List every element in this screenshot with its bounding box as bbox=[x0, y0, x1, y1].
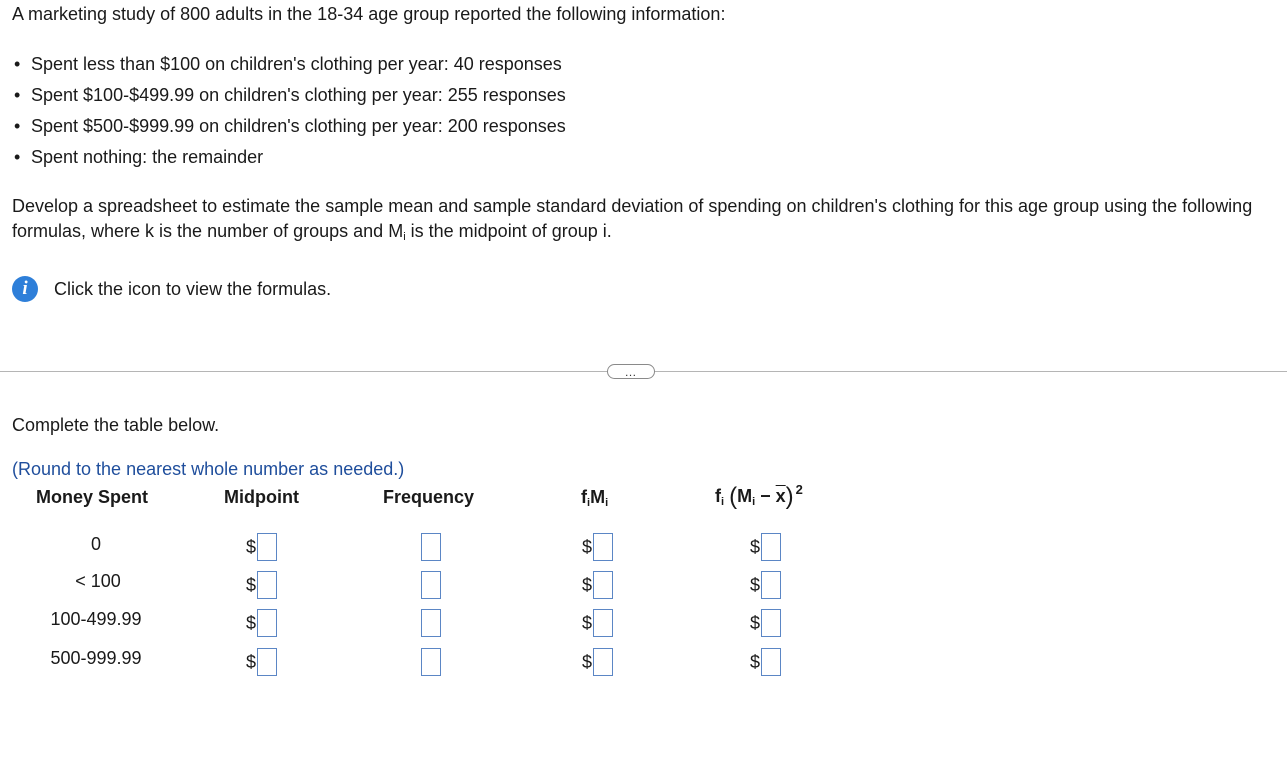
midpoint-input[interactable] bbox=[257, 533, 277, 561]
squared-deviation-input[interactable] bbox=[761, 609, 781, 637]
fi-mi-input[interactable] bbox=[593, 648, 613, 676]
info-icon[interactable]: i bbox=[12, 276, 38, 302]
instructions-text: Develop a spreadsheet to estimate the sample mean and sample standard deviation of spending on children's clothing for this age group using the following formulas, where k is the number of groups and $M_i$ is the midpoint of group i. bbox=[12, 196, 1253, 243]
list-item: • Spent $500-$999.99 on children's clothing per year: 200 responses bbox=[14, 116, 566, 136]
header-fi-mi: $f_iM_i$ bbox=[581, 487, 609, 509]
frequency-input[interactable] bbox=[421, 648, 441, 676]
fi-mi-field: $ bbox=[582, 571, 613, 599]
money-spent-cell: 100-499.99 bbox=[50, 609, 142, 629]
squared-deviation-field: $ bbox=[750, 533, 781, 561]
frequency-field bbox=[421, 609, 441, 637]
squared-deviation-field: $ bbox=[750, 648, 781, 676]
midpoint-field: $ bbox=[246, 648, 277, 676]
midpoint-field: $ bbox=[246, 533, 277, 561]
frequency-field bbox=[421, 533, 441, 561]
frequency-input[interactable] bbox=[421, 571, 441, 599]
fi-mi-input[interactable] bbox=[593, 533, 613, 561]
list-item: • Spent nothing: the remainder bbox=[14, 147, 264, 167]
complete-prompt: Complete the table below. bbox=[12, 415, 220, 435]
squared-deviation-input[interactable] bbox=[761, 533, 781, 561]
list-item: • Spent $100-$499.99 on children's clothing per year: 255 responses bbox=[14, 85, 566, 105]
fi-mi-field: $ bbox=[582, 609, 613, 637]
fi-mi-input[interactable] bbox=[593, 571, 613, 599]
response-list bbox=[14, 52, 566, 176]
formula-info-row bbox=[12, 276, 331, 302]
info-text: Click the icon to view the formulas. bbox=[54, 278, 332, 299]
midpoint-input[interactable] bbox=[257, 609, 277, 637]
problem-intro: A marketing study of 800 adults in the 18-34 age group reported the following information: bbox=[12, 4, 726, 24]
midpoint-field: $ bbox=[246, 609, 277, 637]
money-spent-cell: 500-999.99 bbox=[50, 648, 142, 668]
header-midpoint: Midpoint bbox=[224, 487, 299, 507]
midpoint-input[interactable] bbox=[257, 648, 277, 676]
fi-mi-field: $ bbox=[582, 533, 613, 561]
frequency-input[interactable] bbox=[421, 533, 441, 561]
squared-deviation-field: $ bbox=[750, 609, 781, 637]
fi-mi-input[interactable] bbox=[593, 609, 613, 637]
money-spent-cell: 0 bbox=[90, 534, 101, 554]
header-money-spent: Money Spent bbox=[36, 487, 149, 507]
midpoint-field: $ bbox=[246, 571, 277, 599]
fi-mi-field: $ bbox=[582, 648, 613, 676]
frequency-field bbox=[421, 648, 441, 676]
frequency-field bbox=[421, 571, 441, 599]
squared-deviation-input[interactable] bbox=[761, 571, 781, 599]
list-item: • Spent less than $100 on children's clothing per year: 40 responses bbox=[14, 54, 562, 74]
squared-deviation-input[interactable] bbox=[761, 648, 781, 676]
header-squared-deviation: $f_i$ $(M_i - \overline{x})$ $^2$ bbox=[715, 482, 803, 510]
squared-deviation-field: $ bbox=[750, 571, 781, 599]
rounding-note: (Round to the nearest whole number as needed.) bbox=[12, 459, 405, 479]
midpoint-input[interactable] bbox=[257, 571, 277, 599]
money-spent-cell: < 100 bbox=[75, 571, 121, 591]
expand-ellipsis-button[interactable]: … bbox=[607, 364, 655, 379]
frequency-input[interactable] bbox=[421, 609, 441, 637]
header-frequency: Frequency bbox=[383, 487, 475, 507]
